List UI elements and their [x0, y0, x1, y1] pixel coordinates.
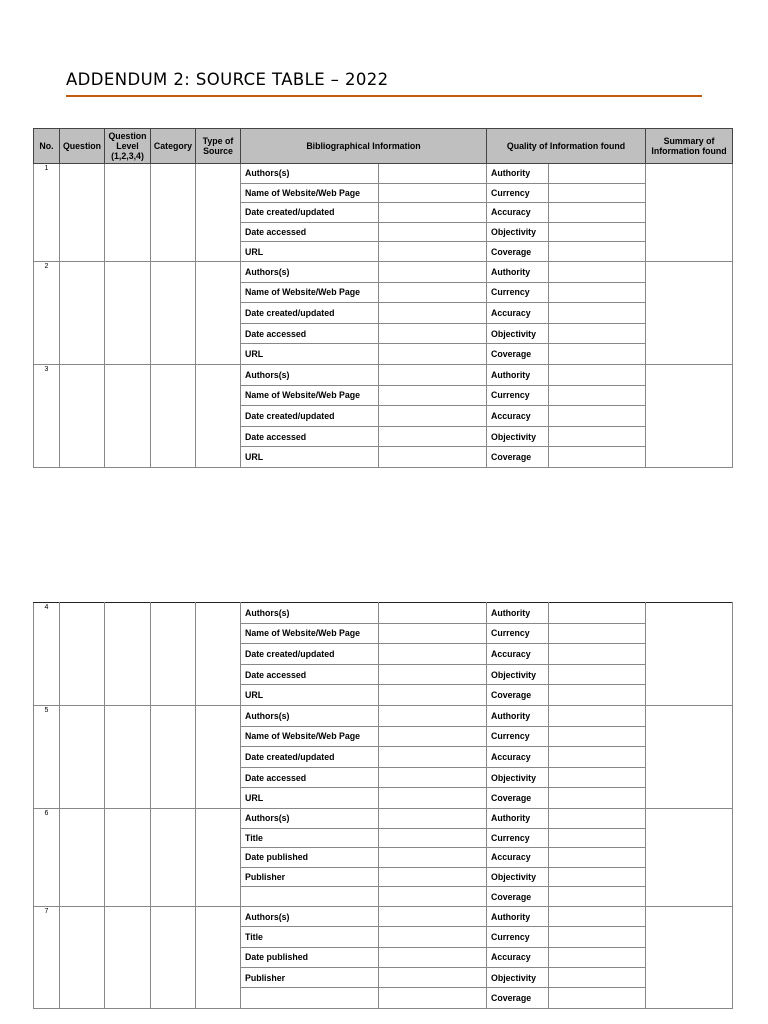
bibliographic-field-value[interactable] — [379, 664, 487, 685]
entry-number: 1 — [34, 164, 60, 262]
quality-criterion-value[interactable] — [549, 705, 646, 726]
type-of-source-cell[interactable] — [196, 906, 241, 1008]
quality-criterion-value[interactable] — [549, 767, 646, 788]
bibliographic-field-value[interactable] — [379, 747, 487, 768]
header-summary: Summary of Information found — [646, 129, 733, 164]
bibliographic-field-value[interactable] — [379, 906, 487, 926]
quality-criterion-value[interactable] — [549, 887, 646, 907]
summary-cell[interactable] — [646, 808, 733, 906]
table-row — [34, 705, 733, 726]
bibliographic-field-label: Publisher — [241, 867, 379, 887]
quality-criterion-label: Accuracy — [487, 406, 549, 427]
quality-criterion-value[interactable] — [549, 303, 646, 324]
quality-criterion-value[interactable] — [549, 726, 646, 747]
bibliographic-field-value[interactable] — [379, 364, 487, 385]
bibliographic-field-value[interactable] — [379, 406, 487, 427]
quality-criterion-value[interactable] — [549, 968, 646, 988]
bibliographic-field-value[interactable] — [379, 867, 487, 887]
quality-criterion-label: Currency — [487, 623, 549, 644]
bibliographic-field-value[interactable] — [379, 705, 487, 726]
quality-criterion-label: Accuracy — [487, 303, 549, 324]
bibliographic-field-label: Authors(s) — [241, 906, 379, 926]
bibliographic-field-value[interactable] — [379, 848, 487, 868]
bibliographic-field-label: Authors(s) — [241, 603, 379, 624]
quality-criterion-label: Coverage — [487, 344, 549, 365]
quality-criterion-label: Objectivity — [487, 664, 549, 685]
table-row — [34, 261, 733, 282]
table-row — [34, 808, 733, 828]
question-cell[interactable] — [60, 364, 105, 467]
quality-criterion-label: Authority — [487, 906, 549, 926]
type-of-source-cell[interactable] — [196, 808, 241, 906]
category-cell[interactable] — [151, 603, 196, 706]
bibliographic-field-label: Authors(s) — [241, 261, 379, 282]
quality-criterion-value[interactable] — [549, 261, 646, 282]
quality-criterion-value[interactable] — [549, 447, 646, 468]
question-cell[interactable] — [60, 261, 105, 364]
header-row — [34, 129, 733, 164]
category-cell[interactable] — [151, 364, 196, 467]
header-bibliographical-information: Bibliographical Information — [241, 129, 487, 164]
quality-criterion-label: Currency — [487, 927, 549, 947]
quality-criterion-value[interactable] — [549, 848, 646, 868]
bibliographic-field-label: URL — [241, 242, 379, 262]
summary-cell[interactable] — [646, 705, 733, 808]
bibliographic-field-value[interactable] — [379, 828, 487, 848]
summary-cell[interactable] — [646, 603, 733, 706]
bibliographic-field-label: Authors(s) — [241, 164, 379, 184]
bibliographic-field-label: Date published — [241, 947, 379, 967]
question-level-cell[interactable] — [105, 261, 151, 364]
bibliographic-field-label: Name of Website/Web Page — [241, 623, 379, 644]
quality-criterion-value[interactable] — [549, 406, 646, 427]
bibliographic-field-value[interactable] — [379, 685, 487, 706]
quality-criterion-value[interactable] — [549, 222, 646, 242]
quality-criterion-value[interactable] — [549, 947, 646, 967]
category-cell[interactable] — [151, 261, 196, 364]
quality-criterion-label: Currency — [487, 828, 549, 848]
bibliographic-field-label: URL — [241, 344, 379, 365]
bibliographic-field-label: Date created/updated — [241, 747, 379, 768]
quality-criterion-label: Coverage — [487, 685, 549, 706]
question-level-cell[interactable] — [105, 364, 151, 467]
question-level-cell[interactable] — [105, 164, 151, 262]
quality-criterion-value[interactable] — [549, 426, 646, 447]
bibliographic-field-value[interactable] — [379, 303, 487, 324]
entry-number: 6 — [34, 808, 60, 906]
header-question: Question — [60, 129, 105, 164]
title-underline — [66, 95, 702, 97]
quality-criterion-label: Authority — [487, 705, 549, 726]
bibliographic-field-label: URL — [241, 685, 379, 706]
bibliographic-field-value[interactable] — [379, 242, 487, 262]
bibliographic-field-value[interactable] — [379, 623, 487, 644]
bibliographic-field-label: Title — [241, 927, 379, 947]
bibliographic-field-label: Name of Website/Web Page — [241, 183, 379, 203]
summary-cell[interactable] — [646, 164, 733, 262]
bibliographic-field-label: Date accessed — [241, 222, 379, 242]
bibliographic-field-value[interactable] — [379, 222, 487, 242]
bibliographic-field-label: Title — [241, 828, 379, 848]
header-category: Category — [151, 129, 196, 164]
quality-criterion-value[interactable] — [549, 867, 646, 887]
quality-criterion-value[interactable] — [549, 747, 646, 768]
quality-criterion-label: Authority — [487, 808, 549, 828]
question-cell[interactable] — [60, 705, 105, 808]
bibliographic-field-label: Date accessed — [241, 323, 379, 344]
quality-criterion-value[interactable] — [549, 344, 646, 365]
bibliographic-field-value[interactable] — [379, 344, 487, 365]
quality-criterion-label: Currency — [487, 385, 549, 406]
source-table-2 — [33, 602, 733, 1009]
quality-criterion-label: Objectivity — [487, 767, 549, 788]
entry-number: 2 — [34, 261, 60, 364]
quality-criterion-label: Accuracy — [487, 848, 549, 868]
question-cell[interactable] — [60, 603, 105, 706]
bibliographic-field-value[interactable] — [379, 183, 487, 203]
quality-criterion-value[interactable] — [549, 323, 646, 344]
quality-criterion-label: Accuracy — [487, 644, 549, 665]
bibliographic-field-label: Date created/updated — [241, 644, 379, 665]
category-cell[interactable] — [151, 705, 196, 808]
quality-criterion-label: Objectivity — [487, 867, 549, 887]
bibliographic-field-label: Date created/updated — [241, 303, 379, 324]
category-cell[interactable] — [151, 808, 196, 906]
quality-criterion-label: Coverage — [487, 788, 549, 809]
table-row — [34, 164, 733, 184]
bibliographic-field-value[interactable] — [379, 644, 487, 665]
question-cell[interactable] — [60, 164, 105, 262]
question-level-cell[interactable] — [105, 705, 151, 808]
quality-criterion-label: Coverage — [487, 242, 549, 262]
quality-criterion-label: Objectivity — [487, 222, 549, 242]
bibliographic-field-value[interactable] — [379, 887, 487, 907]
quality-criterion-value[interactable] — [549, 364, 646, 385]
entry-number: 3 — [34, 364, 60, 467]
header-quality-of-information: Quality of Information found — [487, 129, 646, 164]
header-no: No. — [34, 129, 60, 164]
quality-criterion-label: Authority — [487, 261, 549, 282]
bibliographic-field-value[interactable] — [379, 203, 487, 223]
quality-criterion-label: Authority — [487, 603, 549, 624]
type-of-source-cell[interactable] — [196, 364, 241, 467]
quality-criterion-value[interactable] — [549, 685, 646, 706]
quality-criterion-label: Objectivity — [487, 968, 549, 988]
page-title: ADDENDUM 2: SOURCE TABLE – 2022 — [66, 70, 389, 89]
bibliographic-field-value[interactable] — [379, 282, 487, 303]
quality-criterion-label: Authority — [487, 364, 549, 385]
bibliographic-field-value[interactable] — [379, 947, 487, 967]
bibliographic-field-label: Date accessed — [241, 426, 379, 447]
quality-criterion-label: Coverage — [487, 887, 549, 907]
summary-cell[interactable] — [646, 906, 733, 1008]
quality-criterion-label: Accuracy — [487, 203, 549, 223]
bibliographic-field-value[interactable] — [379, 808, 487, 828]
question-level-cell[interactable] — [105, 808, 151, 906]
bibliographic-field-value[interactable] — [379, 788, 487, 809]
bibliographic-field-value[interactable] — [379, 988, 487, 1008]
bibliographic-field-label — [241, 887, 379, 907]
bibliographic-field-label: Date published — [241, 848, 379, 868]
quality-criterion-label: Currency — [487, 726, 549, 747]
type-of-source-cell[interactable] — [196, 603, 241, 706]
category-cell[interactable] — [151, 164, 196, 262]
entry-number: 4 — [34, 603, 60, 706]
bibliographic-field-label: Authors(s) — [241, 364, 379, 385]
source-table-1 — [33, 128, 733, 468]
bibliographic-field-value[interactable] — [379, 968, 487, 988]
bibliographic-field-value[interactable] — [379, 323, 487, 344]
question-level-cell[interactable] — [105, 906, 151, 1008]
bibliographic-field-label: URL — [241, 788, 379, 809]
quality-criterion-value[interactable] — [549, 664, 646, 685]
bibliographic-field-label: Date created/updated — [241, 406, 379, 427]
bibliographic-field-value[interactable] — [379, 164, 487, 184]
bibliographic-field-value[interactable] — [379, 385, 487, 406]
quality-criterion-label: Accuracy — [487, 747, 549, 768]
entry-number: 7 — [34, 906, 60, 1008]
bibliographic-field-value[interactable] — [379, 603, 487, 624]
bibliographic-field-value[interactable] — [379, 767, 487, 788]
quality-criterion-value[interactable] — [549, 164, 646, 184]
type-of-source-cell[interactable] — [196, 705, 241, 808]
quality-criterion-label: Coverage — [487, 988, 549, 1008]
bibliographic-field-value[interactable] — [379, 726, 487, 747]
quality-criterion-value[interactable] — [549, 788, 646, 809]
quality-criterion-value[interactable] — [549, 808, 646, 828]
entry-number: 5 — [34, 705, 60, 808]
table-row — [34, 364, 733, 385]
bibliographic-field-label: Date created/updated — [241, 203, 379, 223]
question-cell[interactable] — [60, 808, 105, 906]
question-cell[interactable] — [60, 906, 105, 1008]
quality-criterion-value[interactable] — [549, 623, 646, 644]
quality-criterion-label: Currency — [487, 183, 549, 203]
quality-criterion-label: Coverage — [487, 447, 549, 468]
quality-criterion-value[interactable] — [549, 282, 646, 303]
quality-criterion-value[interactable] — [549, 644, 646, 665]
bibliographic-field-value[interactable] — [379, 426, 487, 447]
category-cell[interactable] — [151, 906, 196, 1008]
bibliographic-field-label: Authors(s) — [241, 808, 379, 828]
bibliographic-field-label: Date accessed — [241, 664, 379, 685]
question-level-cell[interactable] — [105, 603, 151, 706]
quality-criterion-label: Accuracy — [487, 947, 549, 967]
bibliographic-field-label: URL — [241, 447, 379, 468]
bibliographic-field-value[interactable] — [379, 927, 487, 947]
type-of-source-cell[interactable] — [196, 261, 241, 364]
quality-criterion-value[interactable] — [549, 603, 646, 624]
table-row — [34, 906, 733, 926]
quality-criterion-value[interactable] — [549, 906, 646, 926]
type-of-source-cell[interactable] — [196, 164, 241, 262]
quality-criterion-value[interactable] — [549, 183, 646, 203]
bibliographic-field-label — [241, 988, 379, 1008]
quality-criterion-label: Authority — [487, 164, 549, 184]
quality-criterion-label: Objectivity — [487, 323, 549, 344]
quality-criterion-value[interactable] — [549, 927, 646, 947]
bibliographic-field-label: Publisher — [241, 968, 379, 988]
bibliographic-field-label: Name of Website/Web Page — [241, 385, 379, 406]
quality-criterion-value[interactable] — [549, 828, 646, 848]
bibliographic-field-value[interactable] — [379, 447, 487, 468]
quality-criterion-value[interactable] — [549, 385, 646, 406]
quality-criterion-label: Objectivity — [487, 426, 549, 447]
bibliographic-field-label: Name of Website/Web Page — [241, 726, 379, 747]
bibliographic-field-value[interactable] — [379, 261, 487, 282]
quality-criterion-label: Currency — [487, 282, 549, 303]
quality-criterion-value[interactable] — [549, 203, 646, 223]
header-question-level: Question Level (1,2,3,4) — [105, 129, 151, 164]
summary-cell[interactable] — [646, 364, 733, 467]
bibliographic-field-label: Authors(s) — [241, 705, 379, 726]
summary-cell[interactable] — [646, 261, 733, 364]
quality-criterion-value[interactable] — [549, 242, 646, 262]
quality-criterion-value[interactable] — [549, 988, 646, 1008]
bibliographic-field-label: Name of Website/Web Page — [241, 282, 379, 303]
bibliographic-field-label: Date accessed — [241, 767, 379, 788]
header-type-of-source: Type of Source — [196, 129, 241, 164]
table-row — [34, 603, 733, 624]
